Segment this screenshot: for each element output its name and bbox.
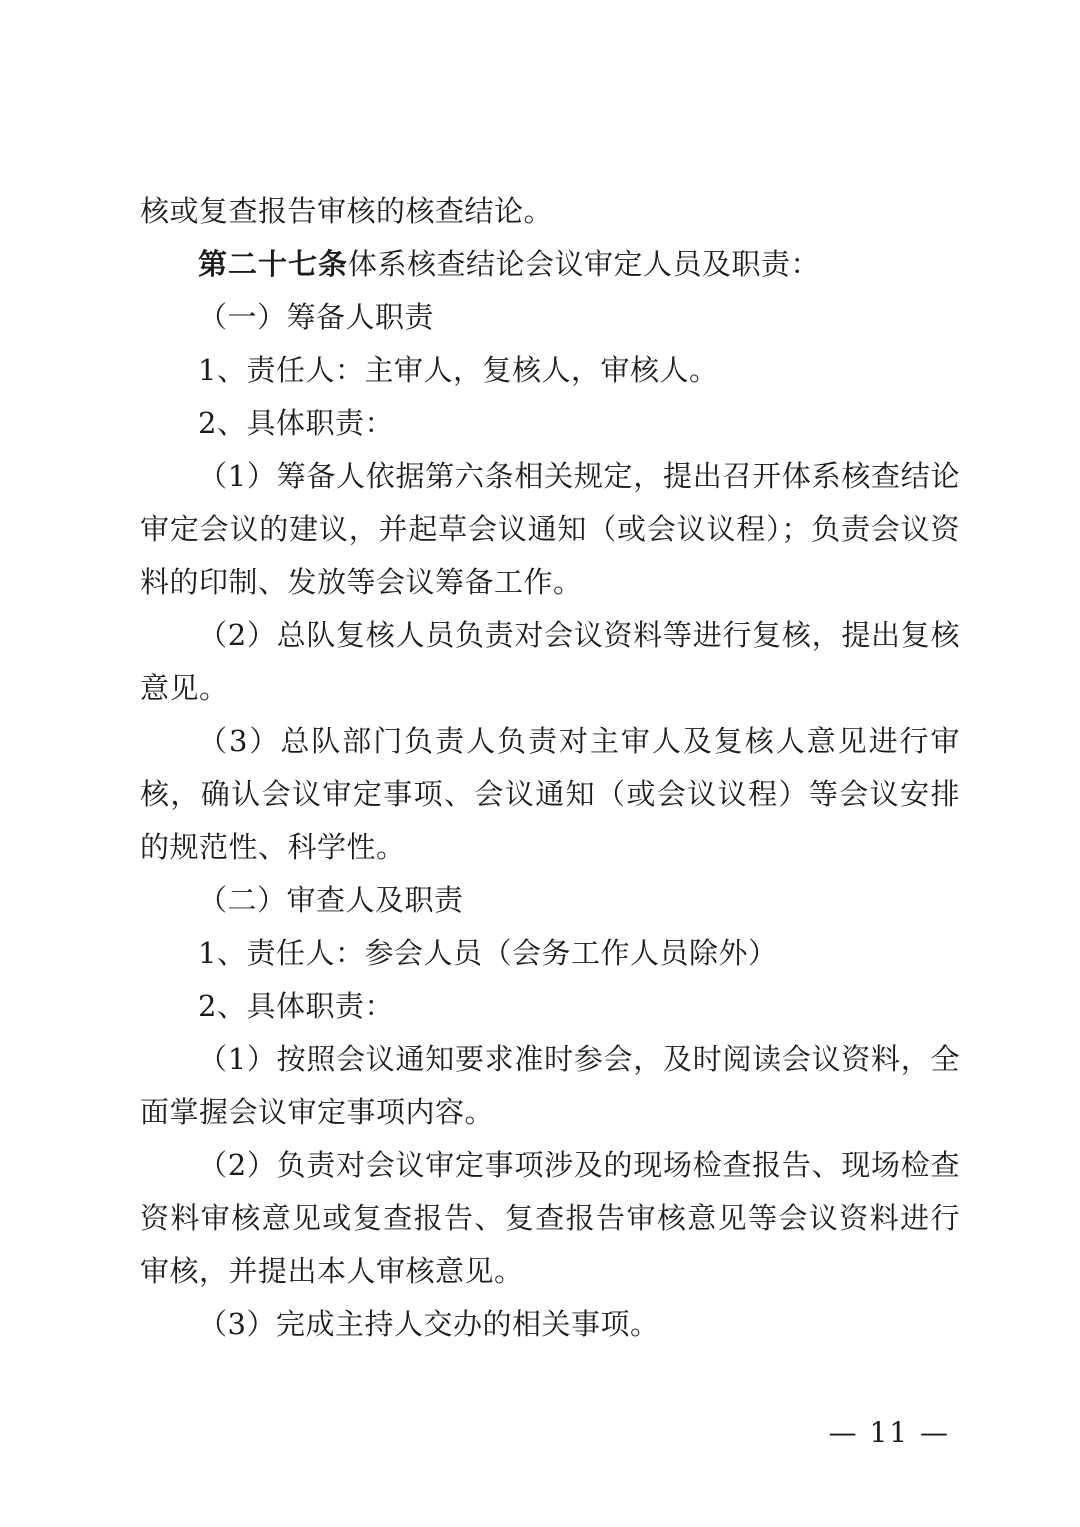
paragraph-2-2-3: （3）完成主持人交办的相关事项。 [198, 1307, 660, 1341]
paragraph-2-1: 1、责任人：参会人员（会务工作人员除外） [198, 936, 778, 970]
paragraph-section-one-heading: （一）筹备人职责 [198, 300, 435, 334]
article-number-label: 第二十七条 [198, 247, 349, 281]
paragraph-1-2-3: （3）总队部门负责人负责对主审人及复核人意见进行审核，确认会议审定事项、会议通知（或会议议程）等会议安排的规范性、科学性。 [140, 724, 960, 864]
paragraph-1-1: 1、责任人：主审人，复核人，审核人。 [198, 353, 719, 387]
paragraph-section-two-heading: （二）审查人及职责 [198, 883, 464, 917]
page-number: — 11 — [828, 1416, 950, 1449]
paragraph-1-2-1: （1）筹备人依据第六条相关规定，提出召开体系核查结论审定会议的建议，并起草会议通知（或会议议程）；负责会议资料的印制、发放等会议筹备工作。 [140, 459, 960, 599]
paragraph-article-27 [140, 238, 960, 291]
paragraph-2-2-1: （1）按照会议通知要求准时参会，及时阅读会议资料，全面掌握会议审定事项内容。 [140, 1042, 960, 1129]
paragraph-1-2: 2、具体职责： [198, 406, 394, 440]
paragraph-2-2: 2、具体职责： [198, 989, 394, 1023]
document-body [140, 185, 960, 1351]
paragraph-continued: 核或复查报告审核的核查结论。 [140, 194, 554, 228]
article-title-text: 体系核查结论会议审定人员及职责： [348, 247, 821, 281]
paragraph-2-2-2: （2）负责对会议审定事项涉及的现场检查报告、现场检查资料审核意见或复查报告、复查报告审核意见等会议资料进行审核，并提出本人审核意见。 [140, 1148, 960, 1288]
paragraph-1-2-2: （2）总队复核人员负责对会议资料等进行复核，提出复核意见。 [140, 618, 960, 705]
